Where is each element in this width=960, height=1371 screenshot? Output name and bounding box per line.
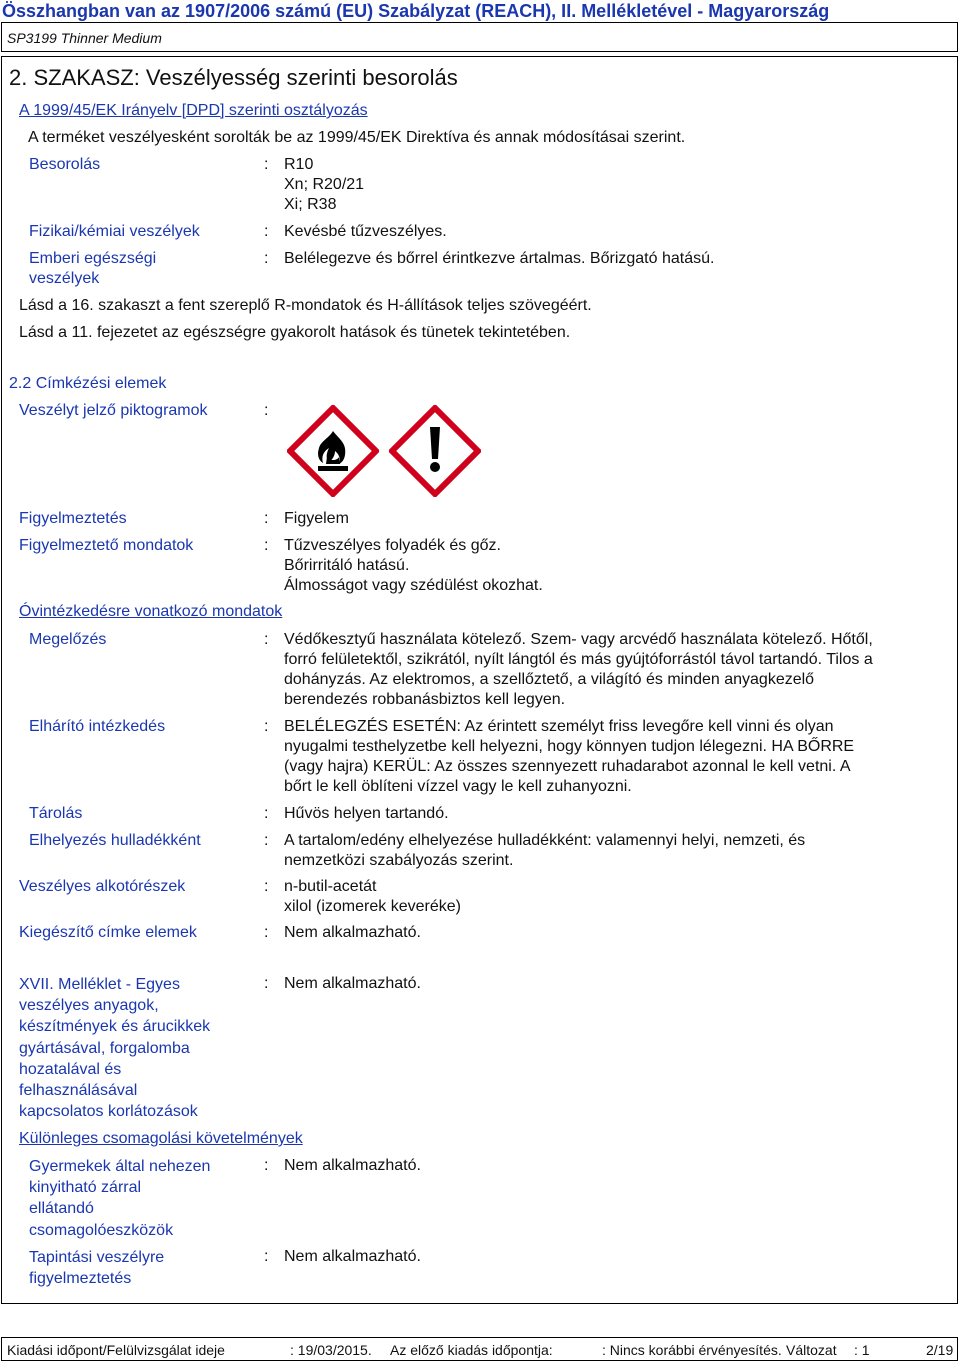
colon: : [264, 250, 269, 267]
prevention-line: forró felületektől, szikrától, nyílt lángtól és más gyújtóforrástól távol tartandó. Tilos a [284, 651, 873, 668]
signal-word-label: Figyelmeztetés [19, 510, 127, 527]
version-label: Változat [786, 1342, 837, 1358]
previous-issue-value: : Nincs korábbi érvényesítés. [602, 1342, 782, 1358]
health-hazards-label: Emberi egészségi [29, 250, 157, 267]
flame-icon [287, 405, 379, 497]
labelling-elements-title: 2.2 Címkézési elemek [9, 375, 167, 392]
colon: : [264, 223, 269, 240]
document-header-title: Összhangban van az 1907/2006 számú (EU) Szabályzat (REACH), II. Mellékletével - Magyarország [2, 1, 830, 21]
hazard-statement: Bőrirritáló hatású. [284, 557, 410, 574]
child-resistant-value: Nem alkalmazható. [284, 1157, 421, 1174]
annex-xvii-label-line: készítmények és árucikkek [19, 1018, 211, 1036]
tactile-warning-label-line: figyelmeztetés [29, 1270, 132, 1288]
colon: : [264, 510, 269, 527]
special-packaging-title: Különleges csomagolási követelmények [19, 1130, 303, 1147]
issue-date-value: : 19/03/2015. [290, 1342, 372, 1358]
child-resistant-label-line: Gyermekek által nehezen [29, 1158, 211, 1175]
response-label: Elhárító intézkedés [29, 718, 166, 735]
dpd-classification-title: A 1999/45/EK Irányelv [DPD] szerinti osztályozás [19, 102, 368, 119]
annex-xvii-label [19, 974, 210, 1122]
classification-value: R10 [284, 156, 314, 173]
annex-xvii-label-line: kapcsolatos korlátozások [19, 1103, 198, 1121]
colon: : [264, 1157, 269, 1174]
colon: : [264, 537, 269, 554]
colon: : [264, 975, 269, 992]
issue-date-label: Kiadási időpont/Felülvizsgálat ideje [7, 1342, 225, 1358]
colon: : [264, 924, 269, 941]
child-resistant-label-line: ellátandó [29, 1200, 94, 1218]
product-name: SP3199 Thinner Medium [7, 30, 162, 46]
precautionary-statements-title: Óvintézkedésre vonatkozó mondatok [19, 603, 283, 620]
page-number: 2/19 [926, 1342, 954, 1358]
see-section-11-note: Lásd a 11. fejezetet az egészségre gyakorolt hatások és tünetek tekintetében. [19, 324, 571, 341]
physical-hazards-label: Fizikai/kémiai veszélyek [29, 223, 200, 240]
colon: : [264, 718, 269, 735]
colon: : [264, 832, 269, 849]
dpd-intro-text: A terméket veszélyesként sorolták be az 1999/45/EK Direktíva és annak módosításai szerint. [28, 129, 686, 146]
classification-label: Besorolás [29, 156, 101, 173]
colon: : [264, 805, 269, 822]
version-value: : 1 [854, 1342, 870, 1358]
previous-issue-label: Az előző kiadás időpontja: [390, 1342, 553, 1358]
hazard-statement: Álmosságot vagy szédülést okozhat. [284, 577, 543, 594]
tactile-warning-value: Nem alkalmazható. [284, 1248, 421, 1265]
prevention-line: berendezés robbanásbiztos kell legyen. [284, 691, 566, 708]
health-hazards-label-cont: veszélyek [29, 270, 100, 287]
classification-value: Xi; R38 [284, 196, 337, 213]
tactile-warning-label-line: Tapintási veszélyre [29, 1249, 165, 1266]
response-line: nyugalmi testhelyzetbe kell helyezni, hogy könnyen tudjon lélegezni. HA BŐRRE [284, 738, 855, 755]
annex-xvii-value: Nem alkalmazható. [284, 975, 421, 992]
pictograms-label: Veszélyt jelző piktogramok [19, 402, 208, 419]
response-line: bőrt le kell öblíteni vízzel vagy le kell zuhanyozni. [284, 778, 632, 795]
supplemental-label-elements-value: Nem alkalmazható. [284, 924, 421, 941]
exclamation-mark-icon [389, 405, 481, 497]
child-resistant-label-line: kinyitható zárral [29, 1179, 142, 1197]
colon: : [264, 631, 269, 648]
tactile-warning-label [29, 1247, 164, 1289]
colon: : [264, 402, 269, 419]
child-resistant-label [29, 1156, 210, 1241]
hazard-statement: Tűzveszélyes folyadék és gőz. [284, 537, 501, 554]
colon: : [264, 1248, 269, 1265]
disposal-line: nemzetközi szabályozás szerint. [284, 852, 514, 869]
annex-xvii-label-line: felhasználásával [19, 1082, 138, 1100]
prevention-line: Védőkesztyű használata kötelező. Szem- vagy arcvédő használata kötelező. Hőtől, [284, 631, 873, 648]
response-line: (vagy hajra) KERÜL: Az összes szennyezett ruhadarabot azonnal le kell vetni. A [284, 758, 851, 775]
response-line: BELÉLEGZÉS ESETÉN: Az érintett személyt friss levegőre kell vinni és olyan [284, 718, 834, 735]
annex-xvii-label-line: gyártásával, forgalomba [19, 1039, 190, 1057]
colon: : [264, 156, 269, 173]
prevention-label: Megelőzés [29, 631, 107, 648]
product-name-box [1, 22, 958, 52]
annex-xvii-label-line: veszélyes anyagok, [19, 997, 159, 1015]
section-heading: 2. SZAKASZ: Veszélyesség szerinti besorolás [9, 65, 458, 90]
annex-xvii-label-line: XVII. Melléklet - Egyes [19, 976, 180, 993]
hazard-statements-label: Figyelmeztető mondatok [19, 537, 194, 554]
hazardous-components-label: Veszélyes alkotórészek [19, 878, 186, 895]
disposal-line: A tartalom/edény elhelyezése hulladékként: valamennyi helyi, nemzeti, és [284, 832, 806, 849]
prevention-line: dohányzás. Az elektromos, a szellőztető, a világító és minden anyagkezelő [284, 671, 815, 688]
storage-label: Tárolás [29, 805, 83, 822]
storage-value: Hűvös helyen tartandó. [284, 805, 449, 822]
physical-hazards-value: Kevésbé tűzveszélyes. [284, 223, 447, 240]
classification-value: Xn; R20/21 [284, 176, 365, 193]
health-hazards-value: Belélegezve és bőrrel érintkezve ártalmas. Bőrizgató hatású. [284, 250, 715, 267]
annex-xvii-label-line: hozatalával és [19, 1060, 122, 1078]
signal-word-value: Figyelem [284, 510, 349, 527]
child-resistant-label-line: csomagolóeszközök [29, 1221, 174, 1239]
supplemental-label-elements-label: Kiegészítő címke elemek [19, 924, 197, 941]
disposal-label: Elhelyezés hulladékként [29, 832, 201, 849]
colon: : [264, 878, 269, 895]
hazardous-component: xilol (izomerek keveréke) [284, 898, 461, 915]
see-section-16-note: Lásd a 16. szakaszt a fent szereplő R-mondatok és H-állítások teljes szövegéért. [19, 297, 592, 314]
hazardous-component: n-butil-acetát [284, 878, 377, 895]
